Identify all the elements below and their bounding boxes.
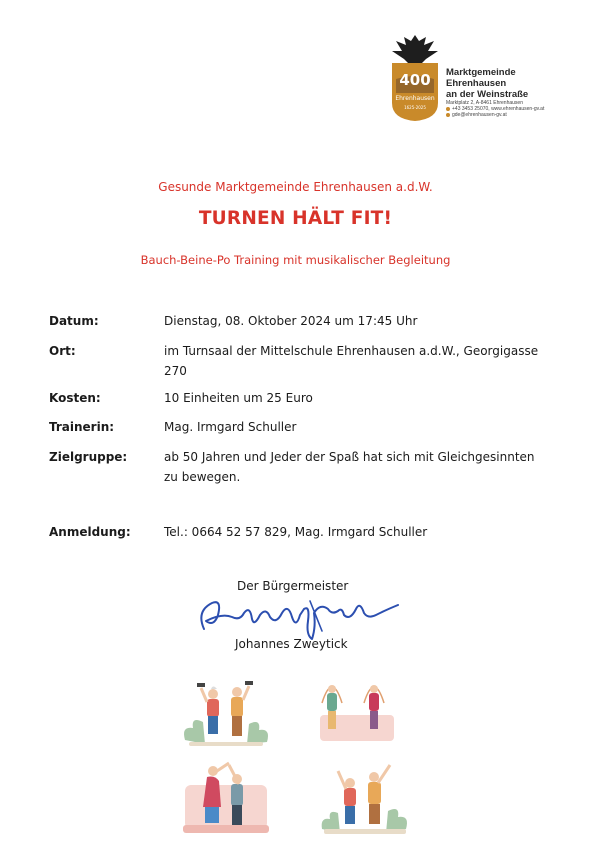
signatory-title: Der Bürgermeister	[237, 579, 349, 593]
svg-text:400: 400	[399, 71, 431, 89]
date-label: Datum:	[49, 314, 99, 328]
target-group-label: Zielgruppe:	[49, 450, 128, 464]
event-description: Bauch-Beine-Po Training mit musikalischer Begleitung	[140, 253, 451, 267]
phone-icon	[446, 107, 450, 111]
registration-label: Anmeldung:	[49, 525, 131, 539]
org-name-line-1: Marktgemeinde	[446, 67, 516, 78]
contact-email: gde@ehrenhausen-gv.at	[446, 112, 507, 119]
cost-label: Kosten:	[49, 391, 101, 405]
target-group-value-line-1: ab 50 Jahren und Jeder der Spaß hat sich mit Gleichgesinnten	[164, 450, 535, 464]
trainer-label: Trainerin:	[49, 420, 115, 434]
location-value-line-1: im Turnsaal der Mittelschule Ehrenhausen a.d.W., Georgigasse	[164, 344, 539, 358]
target-group-value-line-2: zu bewegen.	[164, 470, 241, 484]
handwritten-signature	[192, 591, 402, 641]
trainer-value: Mag. Irmgard Schuller	[164, 420, 297, 434]
org-name-line-2: Ehrenhausen	[446, 78, 507, 89]
seniors-stretching-illustration	[320, 757, 410, 837]
cost-value: 10 Einheiten um 25 Euro	[164, 391, 313, 405]
svg-text:Ehrenhausen: Ehrenhausen	[395, 95, 435, 102]
svg-text:1625-2025: 1625-2025	[404, 105, 426, 110]
email-icon	[446, 113, 450, 117]
event-organizer: Gesunde Marktgemeinde Ehrenhausen a.d.W.	[158, 180, 433, 194]
organization-name	[446, 67, 586, 100]
seniors-jump-rope-illustration	[312, 667, 402, 747]
target-group-value	[164, 447, 564, 487]
contact-phone: +43 3453 25070, www.ehrenhausen-gv.at	[446, 106, 544, 113]
signatory-name: Johannes Zweytick	[235, 637, 348, 651]
org-name-line-3: an der Weinstraße	[446, 89, 529, 100]
registration-value: Tel.: 0664 52 57 829, Mag. Irmgard Schuller	[164, 525, 428, 539]
seniors-dumbbells-illustration	[181, 670, 271, 750]
location-value-line-2: 270	[164, 364, 187, 378]
seniors-dancing-illustration	[181, 757, 271, 837]
date-value: Dienstag, 08. Oktober 2024 um 17:45 Uhr	[164, 314, 418, 328]
location-value	[164, 341, 564, 381]
municipal-crest-logo	[388, 33, 442, 123]
page-title: TURNEN HÄLT FIT!	[198, 208, 393, 229]
location-label: Ort:	[49, 344, 76, 358]
contact-address: Marktplatz 2, A-8461 Ehrenhausen	[446, 100, 523, 106]
